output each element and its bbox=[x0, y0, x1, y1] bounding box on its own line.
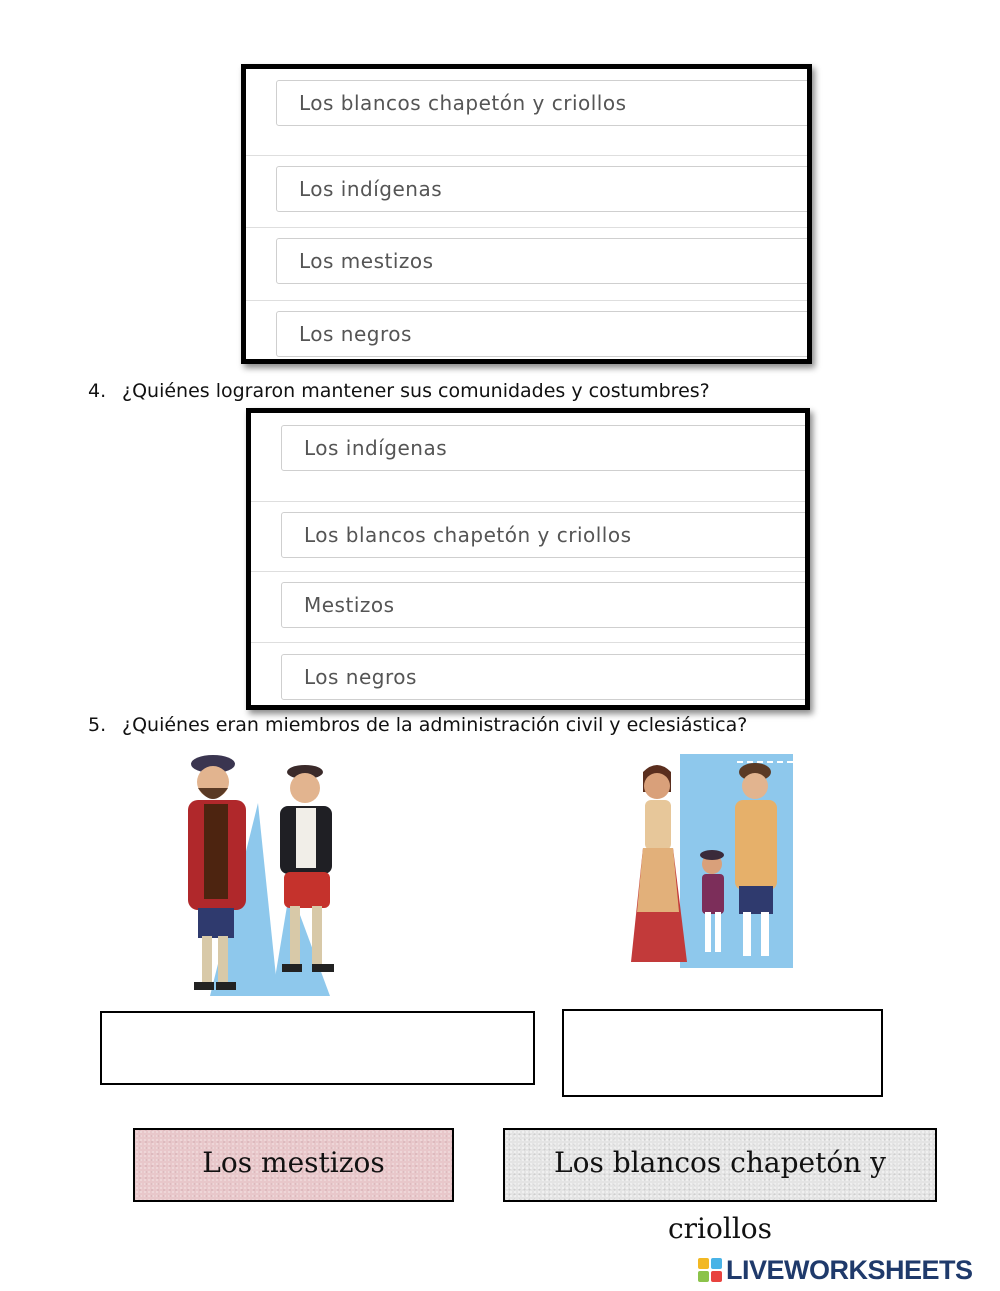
q3-option-1[interactable]: Los blancos chapetón y criollos bbox=[276, 80, 811, 126]
question-number: 4. bbox=[88, 380, 107, 402]
q4-option-3[interactable]: Mestizos bbox=[281, 582, 809, 628]
drag-tile-blancos[interactable]: Los blancos chapetón y criollos bbox=[503, 1128, 937, 1202]
liveworksheets-logo bbox=[698, 1256, 973, 1284]
answer-box-2[interactable] bbox=[562, 1009, 883, 1097]
q4-option-2[interactable]: Los blancos chapetón y criollos bbox=[281, 512, 809, 558]
logo-blocks-icon bbox=[698, 1258, 722, 1282]
answer-box-1[interactable] bbox=[100, 1011, 535, 1085]
q3-option-4[interactable]: Los negros bbox=[276, 311, 811, 357]
q4-option-row bbox=[251, 571, 805, 643]
q3-options-panel bbox=[241, 64, 812, 364]
question-text: ¿Quiénes eran miembros de la administración civil y eclesiástica? bbox=[122, 714, 748, 736]
question-text: ¿Quiénes lograron mantener sus comunidades y costumbres? bbox=[122, 380, 710, 402]
logo-block bbox=[698, 1271, 709, 1282]
logo-block bbox=[698, 1258, 709, 1269]
logo-block bbox=[711, 1271, 722, 1282]
illustration-colonial-family bbox=[625, 752, 795, 970]
q4-option-row bbox=[251, 501, 805, 572]
q4-options-panel bbox=[246, 408, 810, 710]
q4-option-4[interactable]: Los negros bbox=[281, 654, 809, 700]
logo-block bbox=[711, 1258, 722, 1269]
q3-option-row bbox=[246, 69, 807, 156]
q3-option-row bbox=[246, 227, 807, 301]
q4-option-row bbox=[251, 413, 805, 502]
colonial-men-figure bbox=[180, 748, 365, 998]
brand-name: LIVEWORKSHEETS bbox=[726, 1254, 973, 1285]
q4-option-row bbox=[251, 642, 805, 710]
drag-tile-mestizos[interactable]: Los mestizos bbox=[133, 1128, 454, 1202]
q4-option-1[interactable]: Los indígenas bbox=[281, 425, 809, 471]
colonial-family-figure bbox=[625, 752, 795, 970]
q3-option-2[interactable]: Los indígenas bbox=[276, 166, 811, 212]
question-4 bbox=[88, 380, 710, 402]
question-number: 5. bbox=[88, 714, 107, 736]
q3-option-row bbox=[246, 300, 807, 364]
question-5 bbox=[88, 714, 747, 736]
q3-option-3[interactable]: Los mestizos bbox=[276, 238, 811, 284]
illustration-colonial-men bbox=[180, 748, 365, 998]
q3-option-row bbox=[246, 155, 807, 228]
